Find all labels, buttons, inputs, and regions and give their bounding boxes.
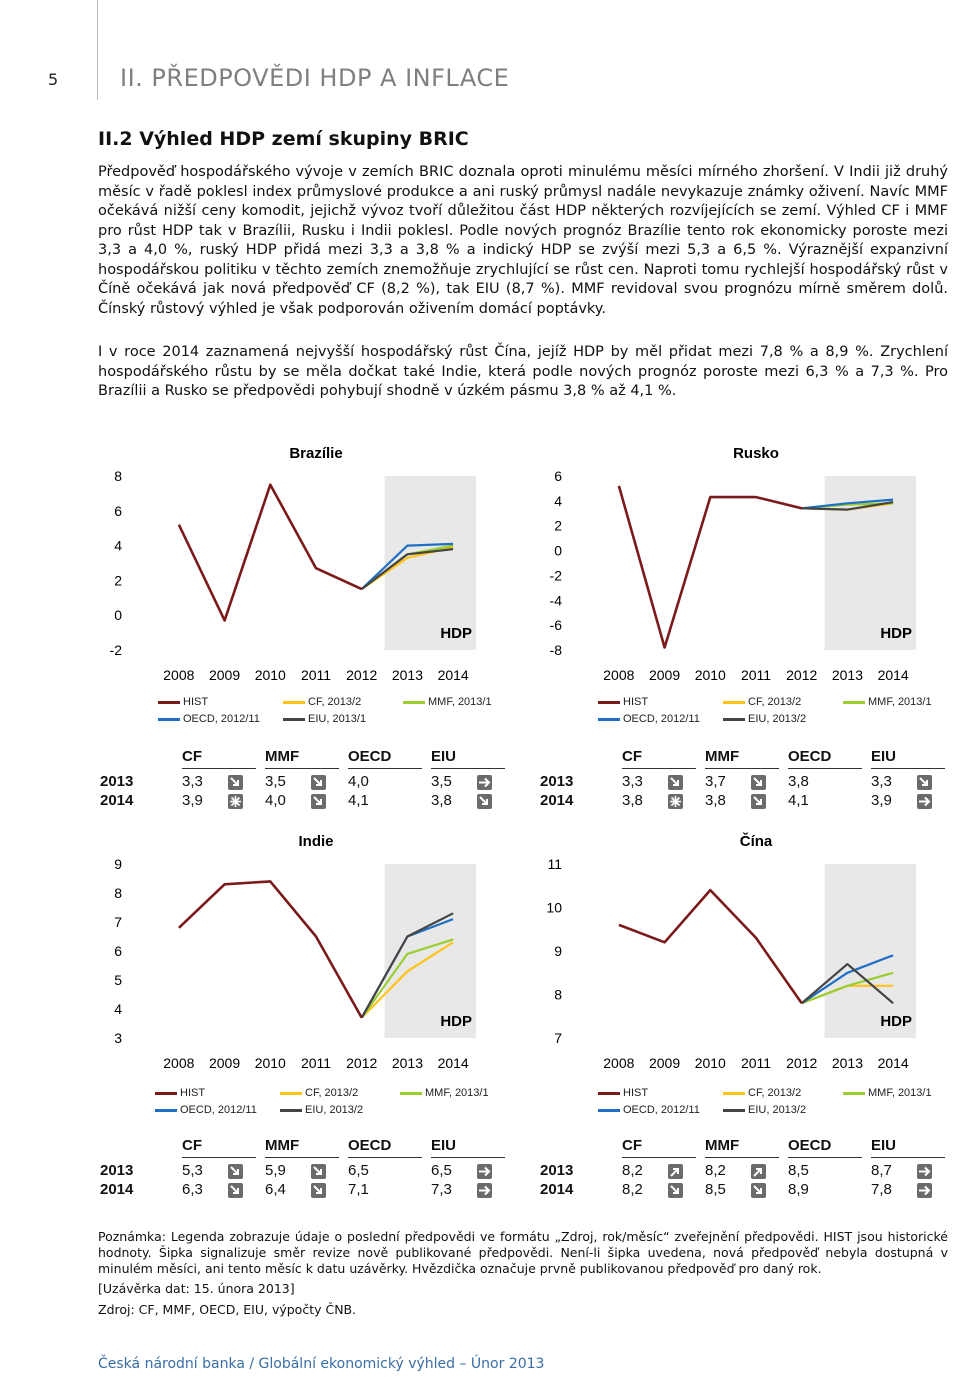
- y-tick-label: 6: [114, 943, 122, 959]
- table-value: 3,3: [622, 773, 643, 790]
- y-tick-label: 9: [114, 856, 122, 872]
- table-header: EIU: [431, 748, 505, 769]
- legend-swatch: [723, 701, 745, 704]
- legend-item: [280, 1104, 363, 1116]
- legend-item: [158, 713, 260, 725]
- table-value: 8,9: [788, 1181, 809, 1198]
- y-tick-label: -2: [109, 642, 122, 658]
- legend-label: OECD, 2012/11: [180, 1104, 257, 1116]
- legend-label: OECD, 2012/11: [623, 1104, 700, 1116]
- table-header: EIU: [431, 1137, 505, 1158]
- legend-label: CF, 2013/2: [748, 696, 802, 708]
- table-value: 8,2: [705, 1162, 726, 1179]
- x-tick-label: 2008: [163, 1055, 195, 1071]
- table-value: 4,1: [348, 792, 369, 809]
- y-tick-label: -6: [549, 617, 562, 634]
- legend-item: [843, 1087, 932, 1099]
- table-value: 8,5: [705, 1181, 726, 1198]
- x-tick-label: 2010: [254, 667, 286, 683]
- revision-up-icon: [751, 1164, 766, 1179]
- legend-label: EIU, 2013/2: [748, 713, 807, 725]
- y-tick-label: 6: [114, 502, 122, 519]
- x-tick-label: 2011: [740, 667, 772, 683]
- revision-star-icon: [228, 794, 243, 809]
- page-footer: Česká národní banka / Globální ekonomický výhled – Únor 2013: [98, 1356, 545, 1372]
- legend-swatch: [283, 701, 305, 704]
- revision-down-icon: [668, 775, 683, 790]
- revision-right-icon: [477, 1164, 492, 1179]
- table-value: 5,3: [182, 1162, 203, 1179]
- revision-down-icon: [477, 794, 492, 809]
- table-value: 3,9: [871, 792, 892, 809]
- legend-item: [723, 1104, 806, 1116]
- legend-label: HIST: [183, 696, 209, 708]
- y-tick-label: 9: [554, 943, 562, 959]
- revision-down-icon: [228, 775, 243, 790]
- legend-label: HIST: [623, 1087, 649, 1099]
- y-tick-label: 0: [554, 542, 562, 559]
- table-header: CF: [622, 1137, 696, 1158]
- revision-down-icon: [917, 775, 932, 790]
- y-tick-label: 2: [554, 517, 562, 534]
- y-tick-label: 0: [114, 607, 122, 624]
- revision-down-icon: [311, 1183, 326, 1198]
- legend-item: [158, 696, 208, 708]
- legend-swatch: [598, 701, 620, 704]
- y-tick-label: -2: [549, 567, 562, 584]
- forecast-shade: [825, 864, 916, 1038]
- revision-right-icon: [917, 1183, 932, 1198]
- legend-swatch: [598, 1092, 620, 1095]
- table-value: 4,1: [788, 792, 809, 809]
- note-text: Poznámka: Legenda zobrazuje údaje o poslední předpovědi ve formátu „Zdroj, rok/měsíc“ zveřejnění předpovědi. HIST jsou historické hodnoty. Šipka signalizuje směr revize nově publikované předpovědi. Není-li šipka uvedena, nová předpověď nebyla dostupná v minulém měsíci, ani tento měsíc k datu uzávěrky. Hvězdička označuje prvně publikovanou předpověď pro daný rok.: [98, 1229, 948, 1276]
- chart-brazil: [98, 440, 498, 690]
- table-header: CF: [622, 748, 696, 769]
- y-tick-label: 11: [547, 856, 562, 872]
- chart-title: Rusko: [733, 445, 779, 462]
- legend-swatch: [723, 1092, 745, 1095]
- section-title: II.2 Výhled HDP zemí skupiny BRIC: [98, 128, 469, 150]
- table-year: 2014: [100, 1181, 134, 1198]
- table-value: 3,3: [871, 773, 892, 790]
- table-value: 3,5: [265, 773, 286, 790]
- x-tick-label: 2010: [694, 667, 726, 683]
- revision-up-icon: [668, 1164, 683, 1179]
- y-tick-label: 4: [554, 492, 562, 509]
- x-tick-label: 2008: [603, 1055, 635, 1071]
- x-tick-label: 2014: [437, 1055, 469, 1071]
- chart-russia: [538, 440, 938, 690]
- x-tick-label: 2013: [831, 1055, 864, 1071]
- table-value: 6,5: [431, 1162, 452, 1179]
- y-tick-label: 2: [114, 572, 122, 589]
- table-header: OECD: [788, 1137, 862, 1158]
- table-year: 2014: [540, 792, 574, 809]
- table-value: 8,2: [622, 1181, 643, 1198]
- y-tick-label: 8: [114, 468, 122, 484]
- legend-item: [598, 713, 700, 725]
- data-cutoff: [Uzávěrka dat: 15. února 2013]: [98, 1281, 295, 1296]
- table-value: 8,2: [622, 1162, 643, 1179]
- table-header: OECD: [348, 748, 422, 769]
- table-value: 5,9: [265, 1162, 286, 1179]
- hdp-label: HDP: [440, 1013, 472, 1030]
- hdp-label: HDP: [880, 625, 912, 642]
- y-tick-label: 7: [114, 914, 122, 930]
- table-value: 3,8: [431, 792, 452, 809]
- table-value: 8,5: [788, 1162, 809, 1179]
- chart-china: [538, 828, 938, 1078]
- revision-right-icon: [477, 1183, 492, 1198]
- revision-down-icon: [751, 1183, 766, 1198]
- paragraph-1: Předpověď hospodářského vývoje v zemích BRIC doznala oproti minulému měsíci mírného zhoršení. V Indii již druhý měsíc v řadě poklesl index průmyslové produkce a ani ruský průmysl nadále nevykazuje známky oživení. Navíc MMF očekává nižší ceny komodit, jejichž vývoz tvoří důležitou část HDP některých rozvíjejících se zemí. Výhled CF i MMF pro růst HDP tak v Brazílii, Rusku i Indii poklesl. Podle nových prognóz Brazílie tento rok ekonomicky poroste mezi 3,3 a 4,0 %, ruský HDP přidá mezi 3,3 a 3,8 % a indický HDP se zvýší mezi 5,3 a 6,5 %. Výraznější expanzivní hospodářskou politiku v těchto zemích znemožňuje zrychlující se růst cen. Naproti tomu rychlejší hospodářský růst v Číně očekává jak nová předpověď CF (8,2 %), tak EIU (8,7 %). MMF revidoval svou prognózu mírně směrem dolů. Čínský růstový výhled je však podporován oživením domácí poptávky.: [98, 164, 948, 317]
- legend-swatch: [158, 701, 180, 704]
- legend-swatch: [843, 1092, 865, 1095]
- x-tick-label: 2014: [877, 667, 909, 683]
- legend-swatch: [155, 1109, 177, 1112]
- legend-swatch: [723, 718, 745, 721]
- paragraph-2: I v roce 2014 zaznamená nejvyšší hospodářský růst Čína, jejíž HDP by měl přidat mezi 7,8 % a 8,9 %. Zrychlení hospodářského růstu by se měla dočkat také Indie, která podle nových prognóz poroste mezi 6,3 % a 7,3 %. Pro Brazílii a Rusko se předpovědi pohybují shodně v úzkém pásmu 3,8 % až 4,1 %.: [98, 344, 948, 399]
- header-rule: [97, 0, 98, 100]
- table-value: 4,0: [348, 773, 369, 790]
- revision-star-icon: [668, 794, 683, 809]
- page-number: 5: [48, 70, 59, 89]
- table-header: OECD: [788, 748, 862, 769]
- x-tick-label: 2010: [254, 1055, 286, 1071]
- x-tick-label: 2008: [603, 667, 635, 683]
- x-tick-label: 2013: [391, 667, 424, 683]
- chapter-title: II. PŘEDPOVĚDI HDP A INFLACE: [120, 64, 510, 92]
- series-line-hist: [179, 485, 362, 621]
- legend-label: CF, 2013/2: [748, 1087, 802, 1099]
- legend-swatch: [400, 1092, 422, 1095]
- table-year: 2013: [100, 1162, 134, 1179]
- table-header: EIU: [871, 1137, 945, 1158]
- legend-label: EIU, 2013/1: [308, 713, 367, 725]
- y-tick-label: 3: [114, 1030, 122, 1046]
- legend-label: CF, 2013/2: [308, 696, 362, 708]
- x-tick-label: 2012: [346, 1055, 378, 1071]
- hdp-label: HDP: [880, 1013, 912, 1030]
- legend-item: [400, 1087, 489, 1099]
- table-value: 7,8: [871, 1181, 892, 1198]
- legend-item: [155, 1104, 257, 1116]
- y-tick-label: 10: [546, 899, 562, 916]
- table-header: CF: [182, 748, 256, 769]
- legend-label: MMF, 2013/1: [425, 1087, 489, 1099]
- y-tick-label: 8: [114, 885, 122, 901]
- series-line-hist: [179, 881, 362, 1017]
- legend-swatch: [280, 1109, 302, 1112]
- table-header: MMF: [705, 748, 779, 769]
- y-tick-label: -4: [549, 592, 562, 609]
- legend-swatch: [155, 1092, 177, 1095]
- series-line-hist: [619, 486, 802, 648]
- chart-title: Indie: [298, 833, 334, 850]
- revision-down-icon: [751, 794, 766, 809]
- x-tick-label: 2009: [208, 1055, 241, 1071]
- legend-item: [283, 696, 361, 708]
- x-tick-label: 2010: [694, 1055, 726, 1071]
- y-tick-label: 7: [554, 1030, 562, 1046]
- chart-india: [98, 828, 498, 1078]
- table-year: 2014: [100, 792, 134, 809]
- revision-down-icon: [311, 1164, 326, 1179]
- source-text: Zdroj: CF, MMF, OECD, EIU, výpočty ČNB.: [98, 1302, 357, 1317]
- table-value: 3,8: [622, 792, 643, 809]
- y-tick-label: 4: [114, 1001, 122, 1017]
- y-tick-label: 8: [554, 986, 562, 1003]
- legend-item: [280, 1087, 358, 1099]
- legend-swatch: [723, 1109, 745, 1112]
- revision-down-icon: [228, 1183, 243, 1198]
- legend-swatch: [158, 718, 180, 721]
- x-tick-label: 2009: [648, 667, 681, 683]
- legend-swatch: [598, 718, 620, 721]
- table-value: 7,1: [348, 1181, 369, 1198]
- table-year: 2013: [100, 773, 134, 790]
- x-tick-label: 2011: [740, 1055, 772, 1071]
- legend-item: [843, 696, 932, 708]
- table-value: 8,7: [871, 1162, 892, 1179]
- x-tick-label: 2012: [786, 667, 818, 683]
- revision-down-icon: [311, 775, 326, 790]
- table-value: 7,3: [431, 1181, 452, 1198]
- table-year: 2014: [540, 1181, 574, 1198]
- chart-title: Brazílie: [289, 445, 343, 462]
- legend-label: EIU, 2013/2: [305, 1104, 364, 1116]
- x-tick-label: 2012: [346, 667, 378, 683]
- legend-item: [155, 1087, 205, 1099]
- legend-label: MMF, 2013/1: [868, 1087, 932, 1099]
- revision-right-icon: [917, 1164, 932, 1179]
- table-value: 6,5: [348, 1162, 369, 1179]
- x-tick-label: 2012: [786, 1055, 818, 1071]
- revision-right-icon: [917, 794, 932, 809]
- y-tick-label: 5: [114, 972, 122, 988]
- table-value: 6,4: [265, 1181, 286, 1198]
- legend-label: OECD, 2012/11: [183, 713, 260, 725]
- table-value: 6,3: [182, 1181, 203, 1198]
- y-tick-label: 4: [114, 537, 122, 554]
- legend-swatch: [598, 1109, 620, 1112]
- x-tick-label: 2009: [648, 1055, 681, 1071]
- legend-swatch: [280, 1092, 302, 1095]
- table-value: 4,0: [265, 792, 286, 809]
- table-header: EIU: [871, 748, 945, 769]
- revision-down-icon: [668, 1183, 683, 1198]
- table-header: CF: [182, 1137, 256, 1158]
- legend-label: MMF, 2013/1: [868, 696, 932, 708]
- legend-label: HIST: [180, 1087, 206, 1099]
- legend-swatch: [283, 718, 305, 721]
- legend-item: [283, 713, 366, 725]
- table-value: 3,3: [182, 773, 203, 790]
- revision-down-icon: [311, 794, 326, 809]
- table-year: 2013: [540, 773, 574, 790]
- table-header: MMF: [705, 1137, 779, 1158]
- legend-item: [723, 696, 801, 708]
- legend-item: [598, 696, 648, 708]
- legend-label: HIST: [623, 696, 649, 708]
- table-year: 2013: [540, 1162, 574, 1179]
- legend-item: [403, 696, 492, 708]
- legend-item: [723, 1087, 801, 1099]
- x-tick-label: 2013: [831, 667, 864, 683]
- legend-item: [723, 713, 806, 725]
- table-header: MMF: [265, 1137, 339, 1158]
- hdp-label: HDP: [440, 625, 472, 642]
- table-value: 3,7: [705, 773, 726, 790]
- table-value: 3,8: [788, 773, 809, 790]
- legend-swatch: [403, 701, 425, 704]
- legend-item: [598, 1104, 700, 1116]
- chart-title: Čína: [739, 833, 773, 850]
- legend-swatch: [843, 701, 865, 704]
- legend-label: EIU, 2013/2: [748, 1104, 807, 1116]
- x-tick-label: 2014: [877, 1055, 909, 1071]
- table-value: 3,8: [705, 792, 726, 809]
- table-header: MMF: [265, 748, 339, 769]
- legend-label: CF, 2013/2: [305, 1087, 359, 1099]
- table-header: OECD: [348, 1137, 422, 1158]
- x-tick-label: 2009: [208, 667, 241, 683]
- revision-down-icon: [228, 1164, 243, 1179]
- revision-right-icon: [477, 775, 492, 790]
- x-tick-label: 2011: [300, 667, 332, 683]
- y-tick-label: -8: [549, 642, 562, 658]
- y-tick-label: 6: [554, 468, 562, 484]
- legend-label: OECD, 2012/11: [623, 713, 700, 725]
- x-tick-label: 2008: [163, 667, 195, 683]
- table-value: 3,9: [182, 792, 203, 809]
- x-tick-label: 2011: [300, 1055, 332, 1071]
- series-line-hist: [619, 890, 802, 1003]
- table-value: 3,5: [431, 773, 452, 790]
- x-tick-label: 2013: [391, 1055, 424, 1071]
- x-tick-label: 2014: [437, 667, 469, 683]
- legend-item: [598, 1087, 648, 1099]
- revision-down-icon: [751, 775, 766, 790]
- legend-label: MMF, 2013/1: [428, 696, 492, 708]
